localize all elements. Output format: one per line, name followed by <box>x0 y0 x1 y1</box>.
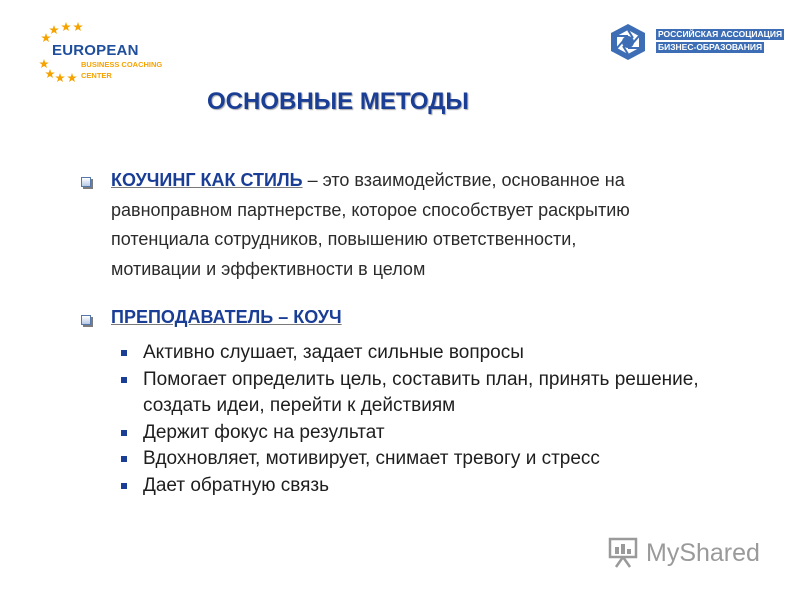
list-item-text: Вдохновляет, мотивирует, снимает тревогу и стресс <box>143 448 600 469</box>
paragraph-line3: потенциала сотрудников, повышению ответственности, <box>111 229 577 249</box>
presentation-board-icon <box>606 535 642 569</box>
coaching-style-paragraph <box>111 166 771 284</box>
square-bullet-icon <box>121 483 127 489</box>
paragraph-line1 <box>111 166 771 196</box>
checkbox-bullet-icon <box>81 315 91 325</box>
square-bullet-icon <box>121 430 127 436</box>
list-item <box>118 367 718 420</box>
association-name-line2: БИЗНЕС-ОБРАЗОВАНИЯ <box>658 42 763 52</box>
logo-subtitle-line1: BUSINESS COACHING <box>81 60 163 69</box>
list-item <box>118 446 718 473</box>
paragraph-line2: равноправном партнерстве, которое способствует раскрытию <box>111 199 630 220</box>
list-item-text: Держит фокус на результат <box>143 421 385 443</box>
european-business-coaching-center-logo <box>38 20 168 82</box>
checkbox-bullet-icon <box>81 177 91 187</box>
association-name-line1: РОССИЙСКАЯ АССОЦИАЦИЯ <box>658 29 783 39</box>
list-item-text: Помогает определить цель, составить план, принять решение, создать идеи, перейти к действиям <box>143 368 699 416</box>
square-bullet-icon <box>121 350 127 356</box>
paragraph-line4: мотивации и эффективности в целом <box>111 258 426 279</box>
list-item-text: Дает обратную связь <box>143 474 330 496</box>
list-item <box>118 340 718 367</box>
myshared-watermark[interactable] <box>606 535 766 571</box>
paragraph-line1-rest: – это взаимодействие, основанное на <box>302 170 625 190</box>
list-item <box>118 420 718 447</box>
square-bullet-icon <box>121 456 127 462</box>
list-item-text: Активно слушает, задает сильные вопросы <box>143 342 524 363</box>
coach-actions-list <box>118 340 718 499</box>
russian-business-education-association-logo <box>606 22 783 62</box>
association-emblem-icon <box>606 22 650 62</box>
slide-title: ОСНОВНЫЕ МЕТОДЫ <box>207 88 469 115</box>
logo-name: EUROPEAN <box>52 42 139 59</box>
teacher-coach-heading: ПРЕПОДАВАТЕЛЬ – КОУЧ <box>111 307 342 327</box>
logo-subtitle-line2: CENTER <box>81 71 112 80</box>
coaching-style-term: КОУЧИНГ КАК СТИЛЬ <box>111 170 303 190</box>
list-item <box>118 473 718 500</box>
square-bullet-icon <box>121 377 127 383</box>
watermark-text: MyShared <box>646 539 760 567</box>
